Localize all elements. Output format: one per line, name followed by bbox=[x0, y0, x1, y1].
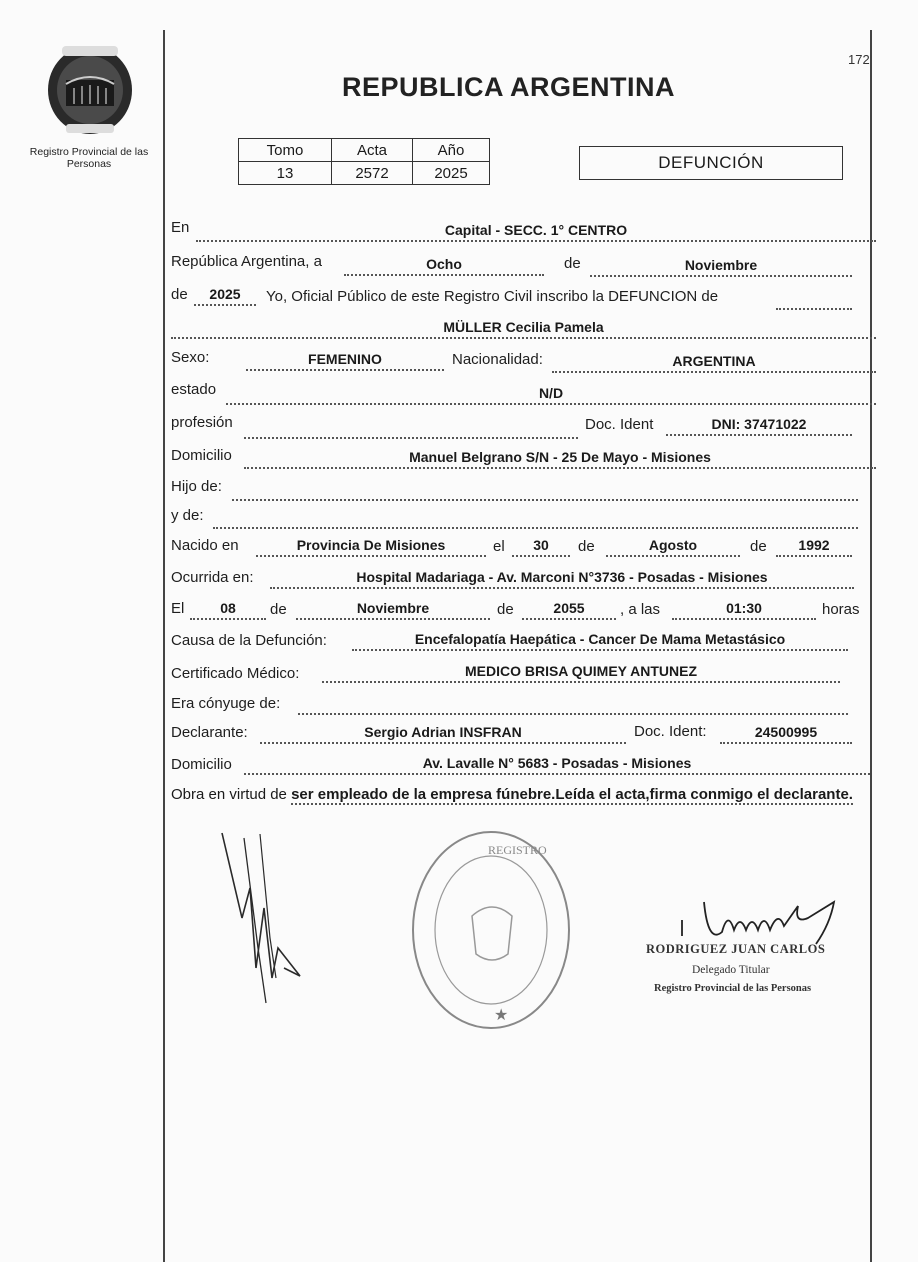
label-inscribo: Yo, Oficial Público de este Registro Civil inscribo la DEFUNCION de bbox=[266, 288, 719, 305]
field-obra-texto: ser empleado de la empresa fúnebre.Leída el acta,firma conmigo el declarante. bbox=[291, 786, 853, 803]
right-margin-line bbox=[870, 30, 872, 1262]
official-signature bbox=[674, 880, 844, 950]
label-estado: estado bbox=[171, 381, 217, 398]
field-conyuge bbox=[298, 693, 848, 715]
declarante-signature bbox=[212, 828, 312, 1008]
document-type: DEFUNCIÓN bbox=[579, 146, 843, 180]
label-republica: República Argentina, a bbox=[171, 253, 322, 270]
label-hijo-de: Hijo de: bbox=[171, 478, 222, 495]
label-de-birth2: de bbox=[750, 538, 767, 555]
label-horas: horas bbox=[822, 601, 860, 618]
label-doc-ident: Doc. Ident bbox=[585, 416, 654, 433]
registry-table bbox=[238, 138, 490, 185]
field-anio: 2025 bbox=[194, 284, 256, 306]
page-title: REPUBLICA ARGENTINA bbox=[342, 72, 675, 102]
label-de-death1: de bbox=[270, 601, 287, 618]
field-estado: N/D bbox=[226, 383, 876, 405]
field-profesion bbox=[244, 417, 578, 439]
field-declarante: Sergio Adrian INSFRAN bbox=[260, 722, 626, 744]
field-nombre: MÜLLER Cecilia Pamela bbox=[171, 317, 876, 339]
field-dia: Ocho bbox=[344, 254, 544, 276]
field-doc-ident: DNI: 37471022 bbox=[666, 414, 852, 436]
label-doc-ident-decl: Doc. Ident: bbox=[634, 723, 707, 740]
svg-text:REGISTRO: REGISTRO bbox=[488, 843, 547, 857]
provincial-seal-icon bbox=[44, 40, 136, 136]
acta-header: Acta bbox=[332, 139, 413, 162]
label-ocurrida-en: Ocurrida en: bbox=[171, 569, 254, 586]
label-nacionalidad: Nacionalidad: bbox=[452, 351, 543, 368]
field-mes: Noviembre bbox=[590, 255, 852, 277]
label-certificado: Certificado Médico: bbox=[171, 665, 300, 682]
label-domicilio: Domicilio bbox=[171, 447, 232, 464]
obra-paragraph bbox=[171, 784, 871, 805]
label-obra: Obra en virtud de bbox=[171, 786, 287, 803]
label-de-birth1: de bbox=[578, 538, 595, 555]
label-en: En bbox=[171, 219, 190, 236]
field-muerte-dia: 08 bbox=[190, 598, 266, 620]
field-nacionalidad: ARGENTINA bbox=[552, 351, 876, 373]
field-certificado: MEDICO BRISA QUIMEY ANTUNEZ bbox=[322, 661, 840, 683]
anio-header: Año bbox=[413, 139, 490, 162]
field-muerte-hora: 01:30 bbox=[672, 598, 816, 620]
field-sexo: FEMENINO bbox=[246, 349, 444, 371]
label-domicilio-decl: Domicilio bbox=[171, 756, 232, 773]
svg-text:★: ★ bbox=[494, 1007, 509, 1024]
label-conyuge: Era cónyuge de: bbox=[171, 695, 281, 712]
tomo-header: Tomo bbox=[239, 139, 332, 162]
label-de-death2: de bbox=[497, 601, 514, 618]
label-profesion: profesión bbox=[171, 414, 233, 431]
anio-value: 2025 bbox=[413, 162, 490, 185]
label-causa: Causa de la Defunción: bbox=[171, 632, 327, 649]
page-number: 172 bbox=[848, 52, 870, 67]
official-position: Delegado Titular bbox=[692, 964, 770, 976]
field-hijo-de bbox=[232, 479, 858, 501]
field-nacido-anio: 1992 bbox=[776, 535, 852, 557]
label-de-year: de bbox=[171, 286, 188, 303]
field-domicilio: Manuel Belgrano S/N - 25 De Mayo - Misiones bbox=[244, 447, 876, 469]
field-nacido-dia: 30 bbox=[512, 535, 570, 557]
field-lugar: Capital - SECC. 1° CENTRO bbox=[196, 220, 876, 242]
official-stamp bbox=[406, 824, 576, 1036]
field-muerte-anio: 2055 bbox=[522, 598, 616, 620]
field-nacido-en: Provincia De Misiones bbox=[256, 535, 486, 557]
label-de: de bbox=[564, 255, 581, 272]
label-y-de: y de: bbox=[171, 507, 204, 524]
label-a-las: , a las bbox=[620, 601, 661, 618]
field-ocurrida-en: Hospital Madariaga - Av. Marconi N°3736 - Posadas - Misiones bbox=[270, 567, 854, 589]
label-sexo: Sexo: bbox=[171, 349, 210, 366]
field-muerte-mes: Noviembre bbox=[296, 598, 490, 620]
field-inscribo-extra bbox=[776, 288, 852, 310]
field-declarante-domicilio: Av. Lavalle N° 5683 - Posadas - Misiones bbox=[244, 753, 870, 775]
organization-name: Registro Provincial de las Personas bbox=[29, 146, 149, 170]
left-margin-line bbox=[163, 30, 165, 1262]
field-nacido-mes: Agosto bbox=[606, 535, 740, 557]
field-causa: Encefalopatía Haepática - Cancer De Mama Metastásico bbox=[352, 629, 848, 651]
tomo-value: 13 bbox=[239, 162, 332, 185]
field-declarante-doc: 24500995 bbox=[720, 722, 852, 744]
label-nacido-en: Nacido en bbox=[171, 537, 239, 554]
label-el: el bbox=[493, 538, 505, 555]
field-y-de bbox=[213, 507, 858, 529]
label-declarante: Declarante: bbox=[171, 724, 248, 741]
official-name: RODRIGUEZ JUAN CARLOS bbox=[646, 942, 826, 956]
official-office: Registro Provincial de las Personas bbox=[654, 983, 812, 994]
acta-value: 2572 bbox=[332, 162, 413, 185]
label-el-death: El bbox=[171, 600, 185, 617]
